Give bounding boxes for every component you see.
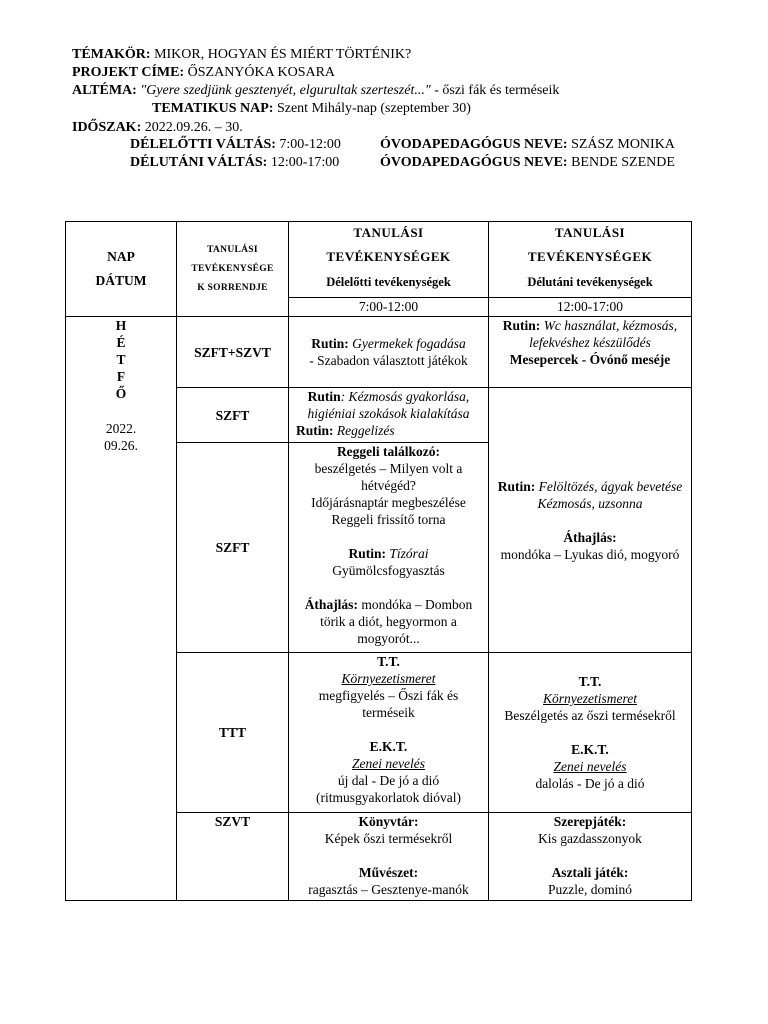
delutani-value: 12:00-17:00 [270,155,340,170]
ekt-label: E.K.T. [571,742,609,757]
datum-header: DÁTUM [95,273,147,288]
day-date-year: 2022. [105,421,137,436]
rutin-label: Rutin: [296,423,334,438]
ovodapedagogus-label-1: ÓVODAPEDAGÓGUS NEVE: [380,137,568,152]
delelotti-header-title-1: TANULÁSI [353,225,424,240]
rutin-label: Rutin: [311,336,349,351]
projekt-line [72,64,335,82]
athajlas-text: mondóka – Dombon törik a diót, hegyormon a mogyorót... [320,597,473,646]
delutani-cell [489,317,692,388]
activity-text: Gyümölcsfogyasztás [332,563,445,578]
asztali-jatek-label: Asztali játék: [551,865,629,880]
activity-text: új dal - De jó a dió [337,773,440,788]
delutani-cell [489,388,692,653]
rutin-label: Rutin: [502,318,541,333]
tt-label: T.T. [578,674,602,689]
delelotti-line [130,136,341,154]
delelotti-cell [289,388,489,443]
sorrend-header-line-3: K SORRENDJE [197,282,268,293]
idoszak-value: 2022.09.26. – 30. [144,120,243,135]
day-letter: F [116,369,126,384]
rutin-text: : Kézmosás gyakorlása, higiéniai szokások kialakítása [307,389,470,421]
day-letter: É [116,335,126,350]
tematikus-label: TEMATIKUS NAP: [152,101,274,116]
table-header-row [66,222,692,298]
activity-code: TTT [177,653,289,813]
subject-name: Zenei nevelés [351,756,426,771]
activity-text: Időjárásnaptár megbeszélése [311,495,466,510]
tematikus-value: Szent Mihály-nap (szeptember 30) [276,101,471,116]
activity-text: ragasztás – Gesztenye-manók [308,882,469,897]
sorrend-header [177,222,289,317]
subject-name: Környezetismeret [543,691,637,706]
idoszak-line [72,119,243,137]
delelotti-cell [289,317,489,388]
delelotti-value: 7:00-12:00 [279,137,341,152]
day-date-monthday: 09.26. [104,438,138,453]
rutin-label: Rutin: [348,546,387,561]
projekt-value: ŐSZANYÓKA KOSARA [187,65,336,80]
activity-text: Képek őszi termésekről [324,831,453,846]
tt-label: T.T. [377,654,400,669]
rutin-text: Wc használat, kézmosás, lefekvéshez készülődés [529,318,678,350]
konyvtar-label: Könyvtár: [358,814,419,829]
rutin-text: Felöltözés, ágyak bevetése [538,478,683,494]
activity-code: SZFT [177,388,289,443]
activity-plan-table [65,221,692,901]
reggeli-talalkozo-label: Reggeli találkozó: [336,444,441,459]
delelotti-cell [289,653,489,813]
ekt-label: E.K.T. [369,739,408,754]
szerepjatek-label: Szerepjáték: [553,814,627,829]
subject-name: Zenei nevelés [553,759,627,774]
delelotti-cell [289,443,489,653]
activity-code: SZFT [177,443,289,653]
activity-text: beszélgetés – Milyen volt a hétvégéd? [314,461,463,493]
rutin-text: Gyermekek fogadása [352,336,466,351]
rutin-text: Reggelizés [336,423,395,438]
altema-line [72,82,559,100]
delutani-label: DÉLUTÁNI VÁLTÁS: [130,155,268,170]
delutani-line [130,154,339,172]
altema-quote: "Gyere szedjünk gesztenyét, elgurultak szerteszét..." [140,83,431,98]
table-row [66,317,692,388]
tematikus-line [152,100,471,118]
activity-text: Kis gazdasszonyok [538,831,642,846]
delutani-time: 12:00-17:00 [489,298,692,317]
activity-text: Beszélgetés az őszi termésekről [504,708,676,723]
ovodapedagogus-line-2 [380,154,675,172]
delutani-header-subtitle: Délutáni tevékenységek [527,275,653,289]
temakor-line [72,46,411,64]
idoszak-label: IDŐSZAK: [72,120,142,135]
sorrend-header-line-2: TEVÉKENYSÉGE [191,263,274,274]
nap-datum-header [66,222,177,317]
temakor-label: TÉMAKÖR: [72,47,151,62]
altema-rest: - őszi fák és terméseik [430,83,560,98]
ovodapedagogus-label-2: ÓVODAPEDAGÓGUS NEVE: [380,155,568,170]
athajlas-label: Áthajlás: [563,529,617,545]
activity-text: megfigyelés – Őszi fák és terméseik [318,688,459,720]
rutin-label: Rutin [307,389,341,404]
day-letter: H [115,318,127,333]
nap-header: NAP [107,249,135,264]
activity-text: Puzzle, dominó [548,882,632,897]
day-letter: Ő [115,386,127,401]
ovodapedagogus-name-1: SZÁSZ MONIKA [571,137,675,152]
delelotti-cell [289,813,489,901]
delutani-header [489,222,692,298]
delelotti-header [289,222,489,298]
ovodapedagogus-name-2: BENDE SZENDE [571,155,675,170]
delelotti-header-subtitle: Délelőtti tevékenységek [326,275,451,289]
altema-label: ALTÉMA: [72,83,137,98]
delelotti-time: 7:00-12:00 [289,298,489,317]
activity-text: dalolás - De jó a dió [535,776,645,791]
delutani-header-title-2: TEVÉKENYSÉGEK [527,249,653,264]
athajlas-text: mondóka – Lyukas dió, mogyoró [500,546,680,562]
activity-text: Reggeli frissítő torna [331,512,446,527]
delutani-header-title-1: TANULÁSI [554,225,626,240]
day-cell [66,317,177,901]
ovodapedagogus-line-1 [380,136,675,154]
delelotti-header-title-2: TEVÉKENYSÉGEK [326,249,451,264]
activity-text: - Szabadon választott játékok [309,353,468,368]
delutani-cell [489,813,692,901]
rutin-text: Kézmosás, uzsonna [537,495,643,511]
activity-code: SZFT+SZVT [177,317,289,388]
projekt-label: PROJEKT CÍME: [72,65,185,80]
delutani-cell [489,653,692,813]
activity-text: (ritmusgyakorlatok dióval) [315,790,462,805]
temakor-value: MIKOR, HOGYAN ÉS MIÉRT TÖRTÉNIK? [154,47,412,62]
mesepercek-text: Mesepercek - Óvónő meséje [509,352,671,367]
delelotti-label: DÉLELŐTTI VÁLTÁS: [130,137,276,152]
day-letter: T [116,352,126,367]
subject-name: Környezetismeret [341,671,436,686]
athajlas-label: Áthajlás: [304,597,358,612]
activity-code: SZVT [177,813,289,901]
rutin-text: Tízórai [389,546,429,561]
sorrend-header-line-1: TANULÁSI [207,244,258,255]
muveszet-label: Művészet: [358,865,419,880]
rutin-label: Rutin: [497,478,536,494]
